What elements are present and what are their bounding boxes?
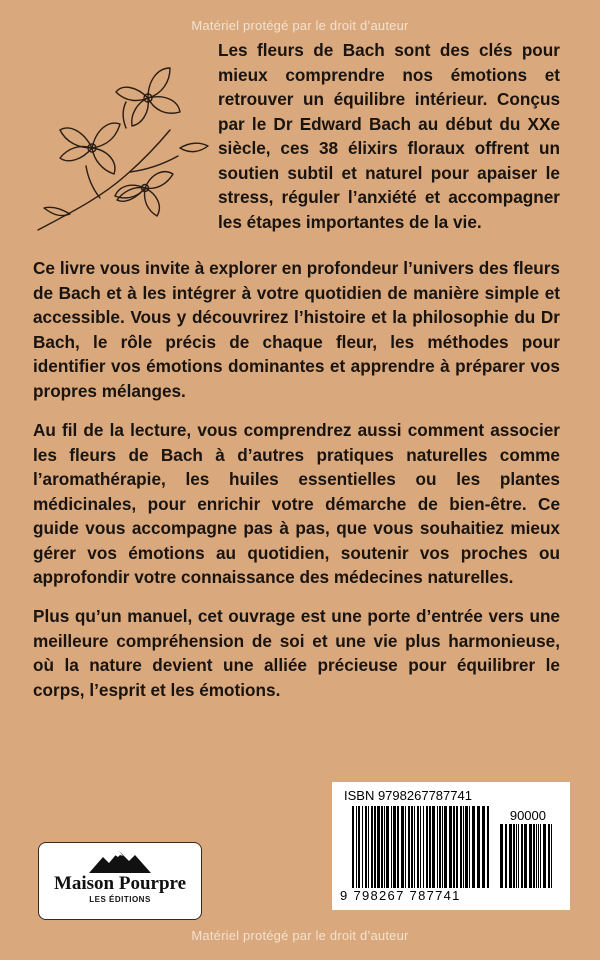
- barcode-addon-bars: [500, 824, 554, 888]
- mountain-logo-icon: [89, 849, 151, 873]
- intro-paragraph: Les fleurs de Bach sont des clés pour mieux comprendre nos émotions et retrouver un équilibre intérieur. Conçus par le Dr Edward Bach au début du XXe siècle, ces 38 élixirs floraux offrent un soutien subtil et naturel pour apaiser le stress, réguler l’anxiété et accompagner les étapes importantes de la vie.: [218, 40, 560, 232]
- isbn-label: ISBN 9798267787741: [344, 788, 472, 803]
- dogwood-flower-illustration-icon: [30, 38, 220, 238]
- watermark-top: Matériel protégé par le droit d’auteur: [191, 18, 409, 33]
- body-paragraph-1: Ce livre vous invite à explorer en profondeur l’univers des fleurs de Bach et à les intégrer à votre quotidien de manière simple et accessible. Vous y découvrirez l’histoire et la philosophie du Dr Bach, le rôle précis de chaque fleur, les méthodes pour identifier vos émotions dominantes et apprendre à préparer vos propres mélanges.: [33, 258, 560, 401]
- publisher-name: Maison Pourpre: [53, 873, 187, 894]
- barcode-digits: 9 798267 787741: [340, 888, 461, 903]
- isbn-barcode: [332, 782, 570, 910]
- publisher-logo: [38, 842, 202, 920]
- barcode-bars: [352, 806, 490, 888]
- body-paragraph-3: Plus qu’un manuel, cet ouvrage est une porte d’entrée vers une meilleure compréhension de soi et une vie plus harmonieuse, où la nature devient une alliée précieuse pour équilibrer le corps, l’esprit et les émotions.: [33, 606, 560, 700]
- price-code: 90000: [509, 808, 546, 823]
- watermark-bottom: Matériel protégé par le droit d’auteur: [191, 928, 409, 943]
- publisher-subtitle: LES ÉDITIONS: [89, 895, 151, 904]
- body-paragraph-2: Au fil de la lecture, vous comprendrez aussi comment associer les fleurs de Bach à d’autres pratiques naturelles comme l’aromathérapie, les huiles essentielles ou les plantes médicinales, pour enrichir votre démarche de bien-être. Ce guide vous accompagne pas à pas, que vous souhaitiez mieux gérer vos émotions au quotidien, soutenir vos proches ou approfondir votre connaissance des médecines naturelles.: [33, 420, 560, 587]
